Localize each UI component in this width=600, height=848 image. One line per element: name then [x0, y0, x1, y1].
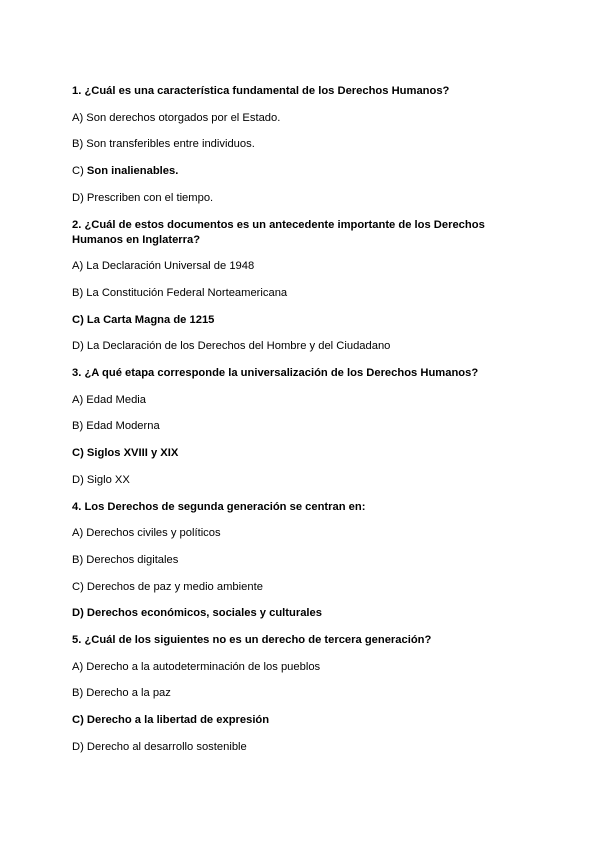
- question-1-option-b: [72, 137, 255, 151]
- question-5-option-a: [72, 660, 320, 674]
- option-label: C): [72, 314, 84, 326]
- option-text: Edad Media: [86, 394, 147, 406]
- option-label: C): [72, 447, 84, 459]
- question-4-option-d: [72, 606, 322, 620]
- option-text: Derechos civiles y políticos: [86, 527, 221, 539]
- option-text: Derecho a la paz: [86, 687, 171, 699]
- question-2-title-line-1: 2. ¿Cuál de estos documentos es un antecedente importante de los Derechos: [72, 219, 485, 231]
- question-2-option-c: [72, 313, 214, 327]
- correct-answer-text: Derechos económicos, sociales y culturales: [86, 607, 322, 619]
- option-label: B): [72, 138, 84, 150]
- question-5-option-c: [72, 713, 269, 727]
- question-5-option-d: [72, 740, 247, 754]
- question-1-option-d: [72, 191, 213, 205]
- option-text: Derecho a la autodeterminación de los pueblos: [86, 661, 321, 673]
- question-4-option-a: [72, 526, 221, 540]
- question-3-option-b: [72, 419, 160, 433]
- question-1-option-a: [72, 111, 280, 125]
- correct-answer-text: Son inalienables.: [86, 165, 179, 177]
- question-2-option-a: [72, 259, 254, 273]
- option-text: La Constitución Federal Norteamericana: [86, 287, 288, 299]
- question-2-option-b: [72, 286, 287, 300]
- option-text: Son transferibles entre individuos.: [86, 138, 255, 150]
- correct-answer-text: La Carta Magna de 1215: [86, 314, 215, 326]
- option-label: D): [72, 741, 84, 753]
- option-label: A): [72, 527, 84, 539]
- question-3-option-a: [72, 393, 146, 407]
- option-label: D): [72, 340, 84, 352]
- question-3-title: 3. ¿A qué etapa corresponde la universalización de los Derechos Humanos?: [72, 367, 479, 379]
- question-4-title: 4. Los Derechos de segunda generación se centran en:: [72, 501, 366, 513]
- question-4-option-b: [72, 553, 178, 567]
- option-label: A): [72, 394, 84, 406]
- question-3-option-d: [72, 473, 130, 487]
- option-text: Derecho al desarrollo sostenible: [86, 741, 247, 753]
- option-text: Son derechos otorgados por el Estado.: [86, 112, 281, 124]
- correct-answer-text: Derecho a la libertad de expresión: [86, 714, 270, 726]
- option-text: La Declaración de los Derechos del Hombre y del Ciudadano: [86, 340, 391, 352]
- option-label: A): [72, 112, 84, 124]
- option-text: Prescriben con el tiempo.: [86, 192, 214, 204]
- option-label: B): [72, 287, 84, 299]
- option-label: B): [72, 687, 84, 699]
- option-label: B): [72, 554, 84, 566]
- option-label: A): [72, 661, 84, 673]
- option-text: Derechos digitales: [86, 554, 179, 566]
- question-3-option-c: [72, 446, 178, 460]
- option-text: Siglo XX: [86, 474, 130, 486]
- option-label: C): [72, 581, 84, 593]
- option-label: A): [72, 260, 84, 272]
- question-1-option-c: [72, 164, 178, 178]
- correct-answer-text: Siglos XVIII y XIX: [86, 447, 179, 459]
- option-text: Edad Moderna: [86, 420, 160, 432]
- option-text: La Declaración Universal de 1948: [86, 260, 255, 272]
- question-1-title: 1. ¿Cuál es una característica fundamental de los Derechos Humanos?: [72, 85, 450, 97]
- question-5-title: 5. ¿Cuál de los siguientes no es un derecho de tercera generación?: [72, 634, 432, 646]
- option-label: B): [72, 420, 84, 432]
- option-label: D): [72, 474, 84, 486]
- question-2-title-line-2: Humanos en Inglaterra?: [72, 234, 201, 246]
- question-5-option-b: [72, 686, 171, 700]
- option-text: Derechos de paz y medio ambiente: [86, 581, 263, 593]
- option-label: D): [72, 607, 84, 619]
- option-label: C): [72, 714, 84, 726]
- option-label: C): [72, 165, 84, 177]
- question-2-option-d: [72, 339, 390, 353]
- option-label: D): [72, 192, 84, 204]
- question-4-option-c: [72, 580, 263, 594]
